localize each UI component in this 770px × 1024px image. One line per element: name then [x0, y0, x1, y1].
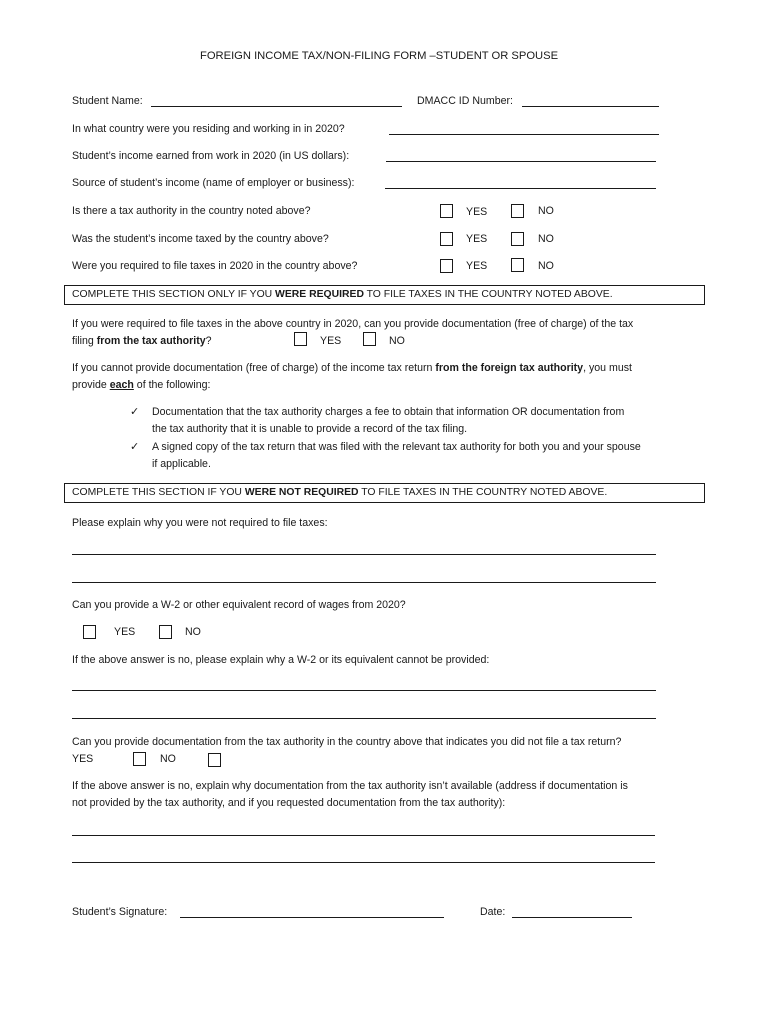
income-label: Student’s income earned from work in 2020 (in US dollars):: [72, 150, 350, 162]
question-income-taxed: Was the student’s income taxed by the country above?: [72, 233, 329, 245]
income-source-field[interactable]: [385, 188, 656, 189]
doc-nonfiling-question: Can you provide documentation from the tax authority in the country above that indicates you did not file a tax return?: [72, 736, 622, 748]
student-name-field[interactable]: [151, 106, 402, 107]
section-required-header: COMPLETE THIS SECTION ONLY IF YOU WERE REQUIRED TO FILE TAXES IN THE COUNTRY NOTED ABOVE.: [64, 285, 705, 305]
cannot-provide-line2: provide each of the following:: [72, 379, 211, 391]
question-tax-authority: Is there a tax authority in the country noted above?: [72, 205, 311, 217]
w2-explain-line-1[interactable]: [72, 690, 656, 691]
tax-authority-yes-label: YES: [466, 206, 488, 218]
date-label: Date:: [480, 906, 506, 918]
doc-free-yes-checkbox[interactable]: [294, 332, 307, 346]
doc-nonfiling-yes-checkbox[interactable]: [133, 752, 146, 766]
income-source-label: Source of student’s income (name of employer or business):: [72, 177, 355, 189]
section-not-required-header: COMPLETE THIS SECTION IF YOU WERE NOT REQUIRED TO FILE TAXES IN THE COUNTRY NOTED ABOVE.: [64, 483, 705, 503]
requirement-item: ✓ Documentation that the tax authority charges a fee to obtain that information OR documentation from the tax authority that it is unable to provide a record of the tax filing.: [130, 406, 625, 435]
country-field[interactable]: [389, 134, 659, 135]
w2-explain-label: If the above answer is no, please explain why a W-2 or its equivalent cannot be provided:: [72, 654, 490, 666]
signature-field[interactable]: [180, 917, 444, 918]
tax-authority-no-label: NO: [538, 205, 554, 217]
doc-free-yes-label: YES: [320, 335, 342, 347]
doc-question-line2: filing from the tax authority?: [72, 335, 212, 347]
required-file-yes-label: YES: [466, 260, 488, 272]
doc-nonfiling-explain-line1: If the above answer is no, explain why documentation from the tax authority isn’t available (address if documentation is: [72, 780, 628, 792]
required-file-no-label: NO: [538, 260, 554, 272]
country-label: In what country were you residing and working in in 2020?: [72, 123, 345, 135]
w2-yes-label: YES: [114, 626, 136, 638]
w2-no-label: NO: [185, 626, 201, 638]
question-required-file: Were you required to file taxes in 2020 in the country above?: [72, 260, 358, 272]
doc-nonfiling-explain-line2: not provided by the tax authority, and if you requested documentation from the tax authority):: [72, 797, 506, 809]
explain-line-2[interactable]: [72, 582, 656, 583]
w2-no-checkbox[interactable]: [159, 625, 172, 639]
doc-question-line1: If you were required to file taxes in the above country in 2020, can you provide documentation (free of charge) of the tax: [72, 318, 634, 330]
student-name-label: Student Name:: [72, 95, 143, 107]
w2-yes-checkbox[interactable]: [83, 625, 96, 639]
w2-explain-line-2[interactable]: [72, 718, 656, 719]
income-taxed-no-label: NO: [538, 233, 554, 245]
doc-free-no-label: NO: [389, 335, 405, 347]
doc-free-no-checkbox[interactable]: [363, 332, 376, 346]
requirement-item: ✓ A signed copy of the tax return that was filed with the relevant tax authority for both you and your spouse if applicable.: [130, 441, 641, 470]
explain-line-1[interactable]: [72, 554, 656, 555]
dmacc-id-field[interactable]: [522, 106, 659, 107]
tax-authority-yes-checkbox[interactable]: [440, 204, 453, 218]
tax-authority-no-checkbox[interactable]: [511, 204, 524, 218]
income-taxed-yes-checkbox[interactable]: [440, 232, 453, 246]
dmacc-id-label: DMACC ID Number:: [417, 95, 513, 107]
check-mark-icon: ✓: [130, 406, 140, 418]
form-title: FOREIGN INCOME TAX/NON-FILING FORM –STUDENT OR SPOUSE: [200, 50, 559, 62]
date-field[interactable]: [512, 917, 632, 918]
check-mark-icon: ✓: [130, 441, 140, 453]
doc-explain-line-2[interactable]: [72, 862, 655, 863]
income-taxed-no-checkbox[interactable]: [511, 232, 524, 246]
explain-not-required-label: Please explain why you were not required to file taxes:: [72, 517, 328, 529]
doc-nonfiling-yes-label: YES: [72, 753, 94, 765]
cannot-provide-line1: If you cannot provide documentation (free of charge) of the income tax return from the foreign tax authority, you must: [72, 362, 632, 374]
required-file-yes-checkbox[interactable]: [440, 259, 453, 273]
doc-nonfiling-no-label: NO: [160, 753, 176, 765]
signature-label: Student’s Signature:: [72, 906, 168, 918]
income-taxed-yes-label: YES: [466, 233, 488, 245]
income-field[interactable]: [386, 161, 656, 162]
required-file-no-checkbox[interactable]: [511, 258, 524, 272]
w2-question: Can you provide a W-2 or other equivalent record of wages from 2020?: [72, 599, 406, 611]
doc-explain-line-1[interactable]: [72, 835, 655, 836]
doc-nonfiling-no-checkbox[interactable]: [208, 753, 221, 767]
